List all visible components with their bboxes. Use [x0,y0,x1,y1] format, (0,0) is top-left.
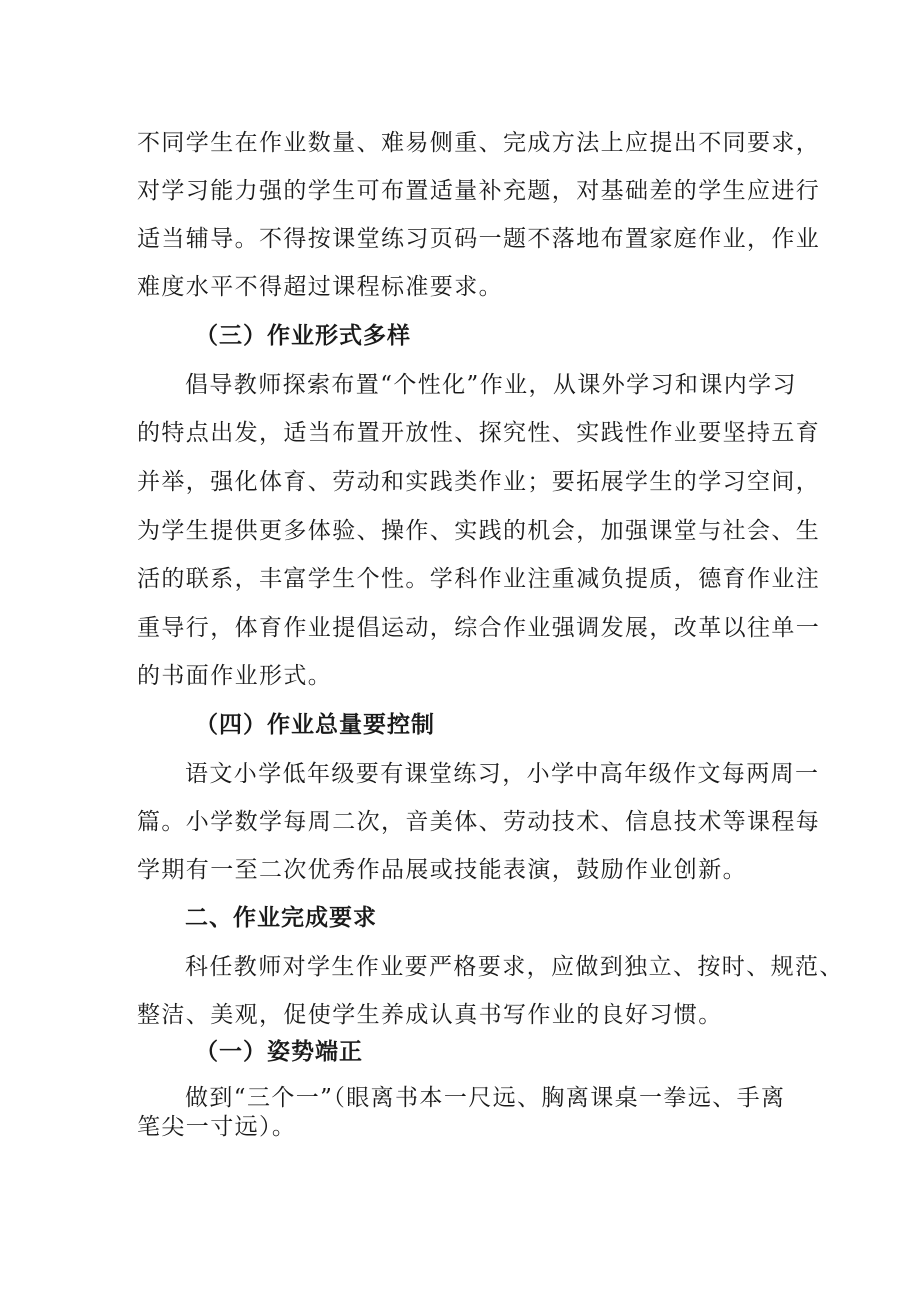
para1-line-1: 不同学生在作业数量、难易侧重、完成方法上应提出不同要求， [137,130,821,156]
para2-line-6: 重导行，体育作业提倡运动，综合作业强调发展，改革以往单一 [137,615,821,641]
para2-line-4: 为学生提供更多体验、操作、实践的机会，加强课堂与社会、生 [137,518,821,544]
para2-line-3: 并举，强化体育、劳动和实践类作业；要拓展学生的学习空间， [137,469,821,495]
para1-line-2: 对学习能力强的学生可布置适量补充题，对基础差的学生应进行 [137,178,821,204]
para3-line-1: 语文小学低年级要有课堂练习，小学中高年级作文每两周一 [185,761,820,787]
para3-line-3: 学期有一至二次优秀作品展或技能表演，鼓励作业创新。 [137,857,747,883]
heading-four: （四）作业总量要控制 [195,712,435,738]
para2-line-2: 的特点出发，适当布置开放性、探究性、实践性作业要坚持五育 [137,420,821,446]
para4-line-1: 科任教师对学生作业要严格要求，应做到独立、按时、规范、 [185,954,844,980]
heading-one: （一）姿势端正 [195,1039,363,1065]
para2-line-7: 的书面作业形式。 [137,663,333,689]
para1-line-3: 适当辅导。不得按课堂练习页码一题不落地布置家庭作业，作业 [137,226,821,252]
section-two-title: 二、作业完成要求 [185,905,377,931]
para1-line-4: 难度水平不得超过课程标准要求。 [137,274,503,300]
para5-line-1: 做到“三个一”（眼离书本一尺远、胸离课桌一拳远、手离 [185,1085,786,1111]
para3-line-2: 篇。小学数学每周二次，音美体、劳动技术、信息技术等课程每 [137,809,821,835]
para5-line-2: 笔尖一寸远）。 [137,1114,297,1140]
para2-line-5: 活的联系，丰富学生个性。学科作业注重减负提质，德育作业注 [137,566,821,592]
para2-line-1: 倡导教师探索布置“个性化”作业，从课外学习和课内学习 [185,372,797,398]
para4-line-2: 整洁、美观，促使学生养成认真书写作业的良好习惯。 [137,1002,723,1028]
heading-three: （三）作业形式多样 [195,323,411,349]
